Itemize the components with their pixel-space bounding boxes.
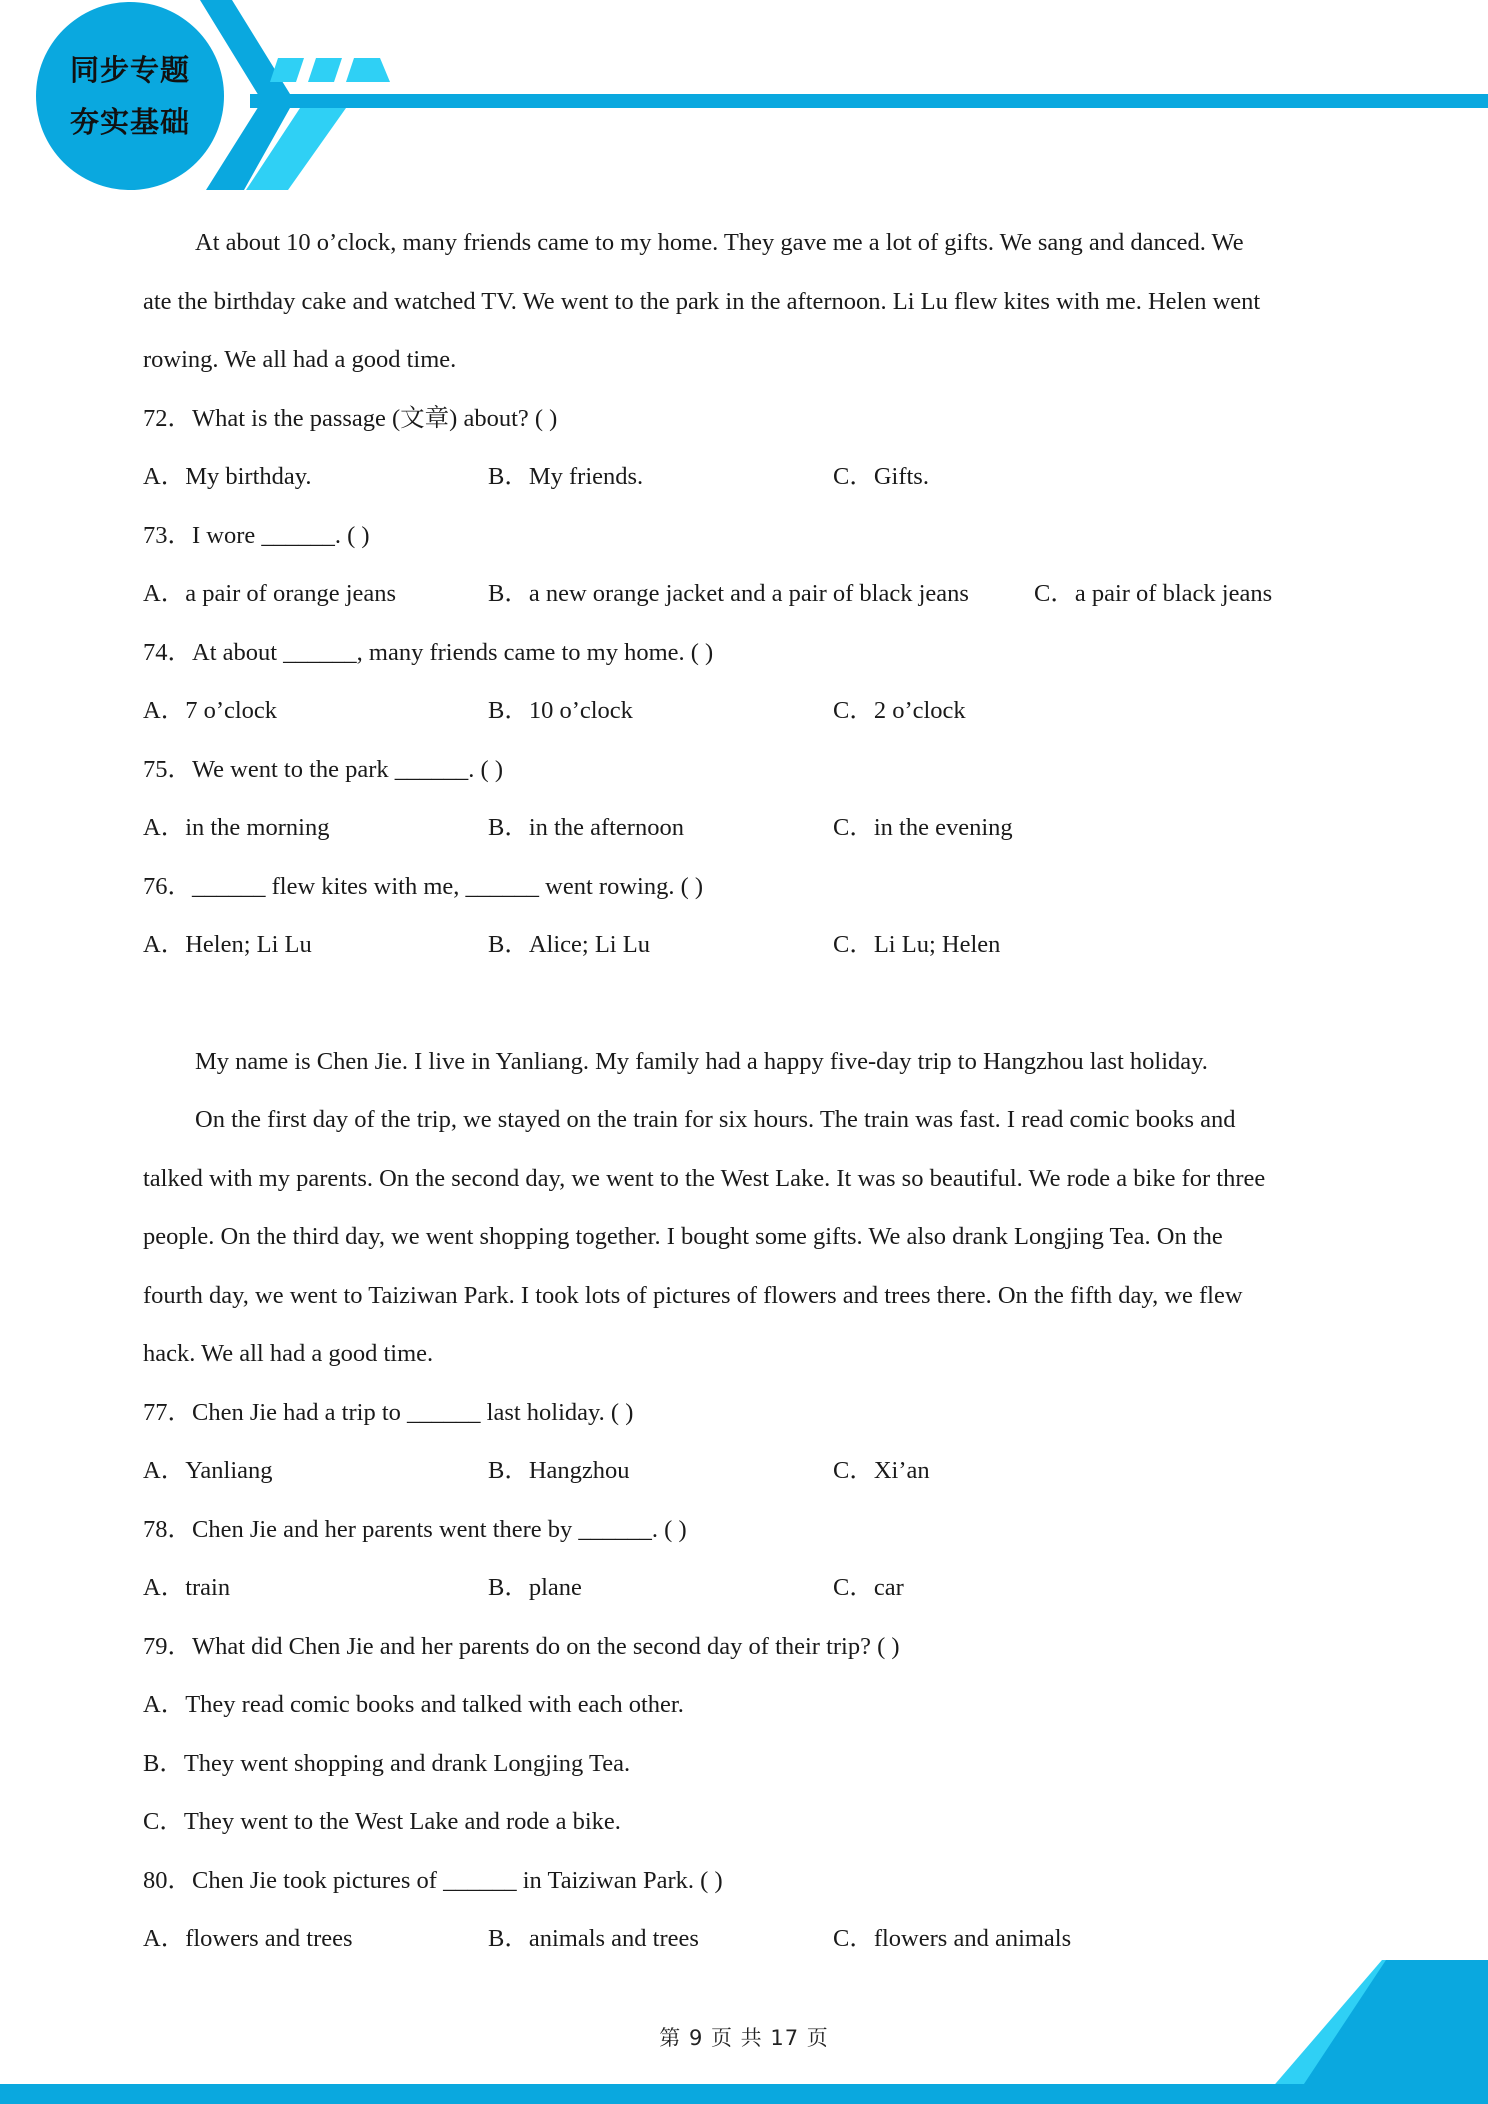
options-row — [143, 799, 1353, 858]
question-78 — [143, 1501, 1353, 1618]
option-a: A．a pair of orange jeans — [143, 580, 397, 607]
option-b: B．a new orange jacket and a pair of black jeans — [488, 580, 969, 607]
passage-line: On the first day of the trip, we stayed on the train for six hours. The train was fast. I read comic books and — [195, 1106, 1236, 1133]
option-b: B．10 o’clock — [488, 697, 633, 724]
option-c: C．2 o’clock — [833, 697, 966, 724]
option-c: C．flowers and animals — [833, 1925, 1072, 1952]
header-dash-3 — [346, 58, 390, 82]
options-row — [143, 1559, 1353, 1618]
option-b: B．plane — [488, 1574, 582, 1601]
section-gap — [143, 975, 1353, 1033]
options-row — [143, 565, 1353, 624]
badge-line-1: 同步专题 — [69, 53, 190, 87]
option-a: A．7 o’clock — [143, 697, 278, 724]
worksheet-content — [143, 214, 1353, 1969]
question-74 — [143, 624, 1353, 741]
question-72 — [143, 390, 1353, 507]
passage-line: At about 10 o’clock, many friends came to my home. They gave me a lot of gifts. We sang and danced. We — [195, 229, 1244, 256]
options-row — [143, 1442, 1353, 1501]
option-a: A．Yanliang — [143, 1457, 273, 1484]
option-b: B．Alice; Li Lu — [488, 931, 650, 958]
question-stem: 75．We went to the park ______. ( ) — [143, 755, 503, 783]
question-73 — [143, 507, 1353, 624]
options-row — [143, 448, 1353, 507]
question-stem: 76．______ flew kites with me, ______ went rowing. ( ) — [143, 872, 704, 900]
option-c: C．Gifts. — [833, 463, 929, 490]
passage-line: ate the birthday cake and watched TV. We went to the park in the afternoon. Li Lu flew kites with me. Helen went — [143, 287, 1261, 315]
badge-line-2: 夯实基础 — [69, 105, 190, 139]
option-b: B．animals and trees — [488, 1925, 699, 1952]
option-b: B．They went shopping and drank Longjing Tea. — [143, 1749, 631, 1777]
option-c: C．a pair of black jeans — [1034, 580, 1273, 607]
passage-1 — [143, 214, 1353, 390]
passage-line: My name is Chen Jie. I live in Yanliang. My family had a happy five-day trip to Hangzhou last holiday. — [195, 1047, 1208, 1075]
option-a: A．in the morning — [143, 814, 330, 841]
option-b: B．Hangzhou — [488, 1457, 630, 1484]
option-a: A．They read comic books and talked with each other. — [143, 1691, 684, 1718]
option-a: A．Helen; Li Lu — [143, 931, 312, 958]
passage-line: talked with my parents. On the second day, we went to the West Lake. It was so beautiful. We rode a bike for three — [143, 1164, 1266, 1192]
passage-line: fourth day, we went to Taiziwan Park. I took lots of pictures of flowers and trees there. On the fifth day, we flew — [143, 1281, 1243, 1309]
question-77 — [143, 1384, 1353, 1501]
option-b: B．in the afternoon — [488, 814, 684, 841]
question-stem: 77．Chen Jie had a trip to ______ last holiday. ( ) — [143, 1398, 634, 1426]
option-c: C．car — [833, 1574, 904, 1601]
passage-line: hack. We all had a good time. — [143, 1340, 434, 1367]
option-c: C．Xi’an — [833, 1457, 930, 1484]
option-a: A．flowers and trees — [143, 1925, 353, 1952]
header-stripe — [250, 94, 1488, 108]
options-row — [143, 682, 1353, 741]
question-stem: 73．I wore ______. ( ) — [143, 521, 370, 549]
option-c: C．in the evening — [833, 814, 1013, 841]
page-number: 第 9 页 共 17 页 — [659, 2026, 829, 2050]
passage-line: people. On the third day, we went shopping together. I bought some gifts. We also drank Longjing Tea. On the — [143, 1223, 1223, 1250]
question-79 — [143, 1618, 1353, 1852]
option-c: C．Li Lu; Helen — [833, 931, 1001, 958]
passage-line: rowing. We all had a good time. — [143, 346, 457, 373]
option-b: B．My friends. — [488, 463, 644, 490]
question-76 — [143, 858, 1353, 975]
option-c: C．They went to the West Lake and rode a bike. — [143, 1808, 621, 1835]
question-stem: 78．Chen Jie and her parents went there by ______. ( ) — [143, 1515, 687, 1543]
option-a: A．train — [143, 1574, 231, 1601]
footer-stripe — [0, 2084, 1488, 2104]
question-stem: 80．Chen Jie took pictures of ______ in Taiziwan Park. ( ) — [143, 1866, 723, 1894]
header-dash-1 — [270, 58, 304, 82]
option-a: A．My birthday. — [143, 463, 312, 490]
header-dash-2 — [308, 58, 342, 82]
options-row — [143, 916, 1353, 975]
passage-2 — [143, 1033, 1353, 1384]
question-stem: 79．What did Chen Jie and her parents do on the second day of their trip? ( ) — [143, 1632, 900, 1660]
question-stem: 74．At about ______, many friends came to my home. ( ) — [143, 638, 714, 666]
question-stem: 72．What is the passage (文章) about? ( ) — [143, 404, 558, 432]
header-badge — [36, 2, 224, 190]
question-75 — [143, 741, 1353, 858]
